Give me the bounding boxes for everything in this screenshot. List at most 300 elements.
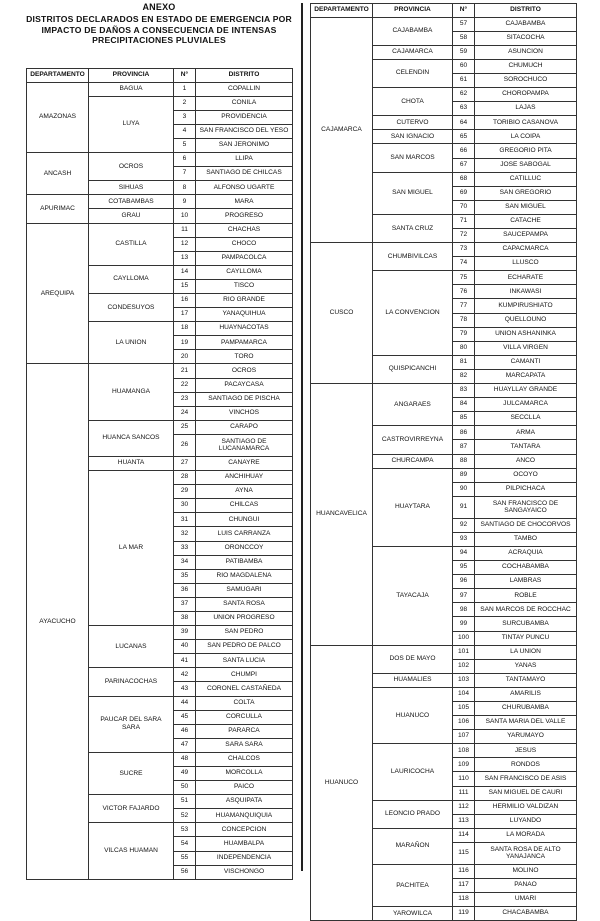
numero-cell: 5: [174, 138, 196, 152]
numero-cell: 45: [174, 710, 196, 724]
numero-cell: 90: [453, 482, 475, 496]
distrito-cell: LA UNION: [475, 645, 577, 659]
numero-cell: 77: [453, 299, 475, 313]
provincia-cell: CHUMBIVILCAS: [373, 243, 453, 271]
table-header-row: [27, 69, 293, 83]
numero-cell: 24: [174, 406, 196, 420]
provincia-cell: HUAYTARA: [373, 468, 453, 546]
numero-cell: 105: [453, 702, 475, 716]
distrito-cell: ROBLE: [475, 589, 577, 603]
distrito-cell: SANTA ROSA DE ALTO YANAJANCA: [475, 842, 577, 864]
numero-cell: 41: [174, 654, 196, 668]
numero-cell: 70: [453, 200, 475, 214]
numero-cell: 75: [453, 271, 475, 285]
distrito-cell: HERMILIO VALDIZAN: [475, 800, 577, 814]
provincia-cell: HUANCA SANCOS: [89, 420, 174, 456]
departamento-cell: AMAZONAS: [27, 82, 89, 152]
numero-cell: 23: [174, 392, 196, 406]
provincia-cell: PACHITEA: [373, 864, 453, 906]
distrito-cell: CATILLUC: [475, 172, 577, 186]
distrito-cell: SAN MARCOS DE ROCCHAC: [475, 603, 577, 617]
distrito-cell: SANTA LUCIA: [196, 654, 293, 668]
numero-cell: 53: [174, 823, 196, 837]
numero-cell: 19: [174, 336, 196, 350]
numero-cell: 46: [174, 724, 196, 738]
numero-cell: 107: [453, 730, 475, 744]
numero-cell: 2: [174, 96, 196, 110]
table-row: [27, 82, 293, 96]
numero-cell: 21: [174, 364, 196, 378]
distrito-cell: CORCULLA: [196, 710, 293, 724]
provincia-cell: OCROS: [89, 153, 174, 181]
numero-cell: 115: [453, 842, 475, 864]
numero-cell: 96: [453, 575, 475, 589]
numero-cell: 36: [174, 583, 196, 597]
numero-cell: 54: [174, 837, 196, 851]
provincia-cell: LA MAR: [89, 471, 174, 626]
numero-cell: 63: [453, 102, 475, 116]
numero-cell: 112: [453, 800, 475, 814]
numero-cell: 94: [453, 546, 475, 560]
numero-cell: 117: [453, 879, 475, 893]
provincia-cell: SAN IGNACIO: [373, 130, 453, 144]
numero-cell: 106: [453, 716, 475, 730]
header-numero: N°: [174, 69, 196, 83]
provincia-cell: BAGUA: [89, 82, 174, 96]
distrito-cell: PATIBAMBA: [196, 555, 293, 569]
distrito-cell: UNION ASHANINKA: [475, 327, 577, 341]
distrito-cell: CAMANTI: [475, 355, 577, 369]
distrito-cell: ANCHIHUAY: [196, 471, 293, 485]
numero-cell: 68: [453, 172, 475, 186]
departamento-cell: HUANUCO: [311, 645, 373, 921]
distrito-cell: ARMA: [475, 426, 577, 440]
distrito-cell: ASUNCION: [475, 45, 577, 59]
provincia-cell: GRAU: [89, 209, 174, 223]
distrito-cell: HUAMANQUIQUIA: [196, 809, 293, 823]
distrito-cell: JESUS: [475, 744, 577, 758]
table-row: [311, 17, 577, 31]
distrito-cell: PILPICHACA: [475, 482, 577, 496]
numero-cell: 69: [453, 186, 475, 200]
header-distrito: DISTRITO: [475, 4, 577, 18]
numero-cell: 102: [453, 659, 475, 673]
numero-cell: 81: [453, 355, 475, 369]
districts-table-right: [310, 3, 577, 921]
distrito-cell: OCOYO: [475, 468, 577, 482]
header-departamento: DEPARTAMENTO: [27, 69, 89, 83]
numero-cell: 20: [174, 350, 196, 364]
numero-cell: 44: [174, 696, 196, 710]
numero-cell: 109: [453, 758, 475, 772]
distrito-cell: RIO GRANDE: [196, 294, 293, 308]
distrito-cell: TORIBIO CASANOVA: [475, 116, 577, 130]
distrito-cell: MOLINO: [475, 864, 577, 878]
numero-cell: 8: [174, 181, 196, 195]
provincia-cell: CHURCAMPA: [373, 454, 453, 468]
numero-cell: 118: [453, 893, 475, 907]
distrito-cell: VISCHONGO: [196, 865, 293, 879]
numero-cell: 97: [453, 589, 475, 603]
numero-cell: 60: [453, 59, 475, 73]
numero-cell: 38: [174, 611, 196, 625]
distrito-cell: CHACABAMBA: [475, 907, 577, 921]
provincia-cell: CONDESUYOS: [89, 294, 174, 322]
distrito-cell: LUYANDO: [475, 814, 577, 828]
numero-cell: 30: [174, 499, 196, 513]
distrito-cell: SAN MIGUEL: [475, 200, 577, 214]
provincia-cell: DOS DE MAYO: [373, 645, 453, 673]
table-row: [311, 243, 577, 257]
provincia-cell: SIHUAS: [89, 181, 174, 195]
numero-cell: 62: [453, 88, 475, 102]
provincia-cell: CAJAMARCA: [373, 45, 453, 59]
numero-cell: 95: [453, 561, 475, 575]
distrito-cell: HUAYNACOTAS: [196, 322, 293, 336]
departamento-cell: AREQUIPA: [27, 223, 89, 364]
distrito-cell: COLTA: [196, 696, 293, 710]
distrito-cell: SANTIAGO DE CHOCORVOS: [475, 518, 577, 532]
numero-cell: 12: [174, 237, 196, 251]
numero-cell: 22: [174, 378, 196, 392]
distrito-cell: YARUMAYO: [475, 730, 577, 744]
distrito-cell: HUAYLLAY GRANDE: [475, 384, 577, 398]
distrito-cell: TISCO: [196, 279, 293, 293]
provincia-cell: VILCAS HUAMAN: [89, 823, 174, 879]
provincia-cell: MARAÑON: [373, 828, 453, 864]
provincia-cell: CAJABAMBA: [373, 17, 453, 45]
numero-cell: 80: [453, 341, 475, 355]
numero-cell: 4: [174, 124, 196, 138]
provincia-cell: PAUCAR DEL SARA SARA: [89, 696, 174, 752]
provincia-cell: CHOTA: [373, 88, 453, 116]
distrito-cell: QUELLOUNO: [475, 313, 577, 327]
numero-cell: 93: [453, 532, 475, 546]
distrito-cell: TORO: [196, 350, 293, 364]
numero-cell: 58: [453, 31, 475, 45]
distrito-cell: CANAYRE: [196, 456, 293, 470]
provincia-cell: CASTROVIRREYNA: [373, 426, 453, 454]
table-row: [311, 384, 577, 398]
distrito-cell: CONCEPCION: [196, 823, 293, 837]
distrito-cell: CORONEL CASTAÑEDA: [196, 682, 293, 696]
distrito-cell: SAN PEDRO: [196, 626, 293, 640]
numero-cell: 113: [453, 814, 475, 828]
numero-cell: 98: [453, 603, 475, 617]
distrito-cell: PANAO: [475, 879, 577, 893]
provincia-cell: SANTA CRUZ: [373, 214, 453, 242]
distrito-cell: COCHABAMBA: [475, 561, 577, 575]
numero-cell: 16: [174, 294, 196, 308]
numero-cell: 18: [174, 322, 196, 336]
distrito-cell: LAJAS: [475, 102, 577, 116]
distrito-cell: SAN JERONIMO: [196, 138, 293, 152]
departamento-cell: ANCASH: [27, 153, 89, 195]
distrito-cell: AYNA: [196, 485, 293, 499]
provincia-cell: PARINACOCHAS: [89, 668, 174, 696]
numero-cell: 74: [453, 257, 475, 271]
distrito-cell: LA MORADA: [475, 828, 577, 842]
numero-cell: 67: [453, 158, 475, 172]
distrito-cell: ECHARATE: [475, 271, 577, 285]
provincia-cell: SUCRE: [89, 752, 174, 794]
provincia-cell: VICTOR FAJARDO: [89, 795, 174, 823]
provincia-cell: CELENDIN: [373, 59, 453, 87]
distrito-cell: CHUMPI: [196, 668, 293, 682]
provincia-cell: YAROWILCA: [373, 907, 453, 921]
distrito-cell: OCROS: [196, 364, 293, 378]
numero-cell: 17: [174, 308, 196, 322]
distrito-cell: TANTAMAYO: [475, 673, 577, 687]
numero-cell: 10: [174, 209, 196, 223]
distrito-cell: UNION PROGRESO: [196, 611, 293, 625]
header-provincia: PROVINCIA: [373, 4, 453, 18]
numero-cell: 13: [174, 251, 196, 265]
districts-table-left: [26, 68, 293, 880]
distrito-cell: LLUSCO: [475, 257, 577, 271]
distrito-cell: TAMBO: [475, 532, 577, 546]
numero-cell: 15: [174, 279, 196, 293]
distrito-cell: PACAYCASA: [196, 378, 293, 392]
distrito-cell: SANTIAGO DE LUCANAMARCA: [196, 434, 293, 456]
distrito-cell: CHILCAS: [196, 499, 293, 513]
numero-cell: 99: [453, 617, 475, 631]
distrito-cell: INKAWASI: [475, 285, 577, 299]
distrito-cell: LAMBRAS: [475, 575, 577, 589]
numero-cell: 51: [174, 795, 196, 809]
table-row: [27, 153, 293, 167]
table-row: [27, 364, 293, 378]
numero-cell: 49: [174, 767, 196, 781]
numero-cell: 57: [453, 17, 475, 31]
distrito-cell: SOROCHUCO: [475, 73, 577, 87]
numero-cell: 9: [174, 195, 196, 209]
provincia-cell: COTABAMBAS: [89, 195, 174, 209]
distrito-cell: UMARI: [475, 893, 577, 907]
numero-cell: 40: [174, 640, 196, 654]
distrito-cell: JOSE SABOGAL: [475, 158, 577, 172]
departamento-cell: CUSCO: [311, 243, 373, 384]
distrito-cell: SANTA ROSA: [196, 597, 293, 611]
table-row: [27, 195, 293, 209]
numero-cell: 6: [174, 153, 196, 167]
numero-cell: 91: [453, 496, 475, 518]
numero-cell: 89: [453, 468, 475, 482]
distrito-cell: SANTA MARIA DEL VALLE: [475, 716, 577, 730]
distrito-cell: PAICO: [196, 781, 293, 795]
numero-cell: 28: [174, 471, 196, 485]
numero-cell: 92: [453, 518, 475, 532]
numero-cell: 48: [174, 752, 196, 766]
numero-cell: 3: [174, 110, 196, 124]
distrito-cell: SITACOCHA: [475, 31, 577, 45]
distrito-cell: LA COIPA: [475, 130, 577, 144]
distrito-cell: PAMPACOLCA: [196, 251, 293, 265]
annex-title: ANEXO: [142, 2, 176, 12]
departamento-cell: AYACUCHO: [27, 364, 89, 879]
distrito-cell: ANCO: [475, 454, 577, 468]
distrito-cell: ALFONSO UGARTE: [196, 181, 293, 195]
provincia-cell: LUYA: [89, 96, 174, 152]
numero-cell: 116: [453, 864, 475, 878]
distrito-cell: SAMUGARI: [196, 583, 293, 597]
numero-cell: 55: [174, 851, 196, 865]
numero-cell: 103: [453, 673, 475, 687]
distrito-cell: CHOCO: [196, 237, 293, 251]
header-numero: N°: [453, 4, 475, 18]
numero-cell: 52: [174, 809, 196, 823]
provincia-cell: CASTILLA: [89, 223, 174, 265]
distrito-cell: CHALCOS: [196, 752, 293, 766]
departamento-cell: HUANCAVELICA: [311, 384, 373, 646]
numero-cell: 104: [453, 687, 475, 701]
numero-cell: 29: [174, 485, 196, 499]
distrito-cell: SARA SARA: [196, 738, 293, 752]
numero-cell: 27: [174, 456, 196, 470]
provincia-cell: CUTERVO: [373, 116, 453, 130]
distrito-cell: SAN PEDRO DE PALCO: [196, 640, 293, 654]
distrito-cell: LLIPA: [196, 153, 293, 167]
column-divider: [301, 3, 303, 871]
numero-cell: 7: [174, 167, 196, 181]
table-body-right: [311, 17, 577, 921]
distrito-cell: CAPACMARCA: [475, 243, 577, 257]
numero-cell: 32: [174, 527, 196, 541]
distrito-cell: SAN GREGORIO: [475, 186, 577, 200]
distrito-cell: COPALLIN: [196, 82, 293, 96]
numero-cell: 78: [453, 313, 475, 327]
table-row: [311, 645, 577, 659]
numero-cell: 1: [174, 82, 196, 96]
numero-cell: 85: [453, 412, 475, 426]
header-distrito: DISTRITO: [196, 69, 293, 83]
numero-cell: 25: [174, 420, 196, 434]
distrito-cell: RIO MAGDALENA: [196, 569, 293, 583]
numero-cell: 82: [453, 369, 475, 383]
distrito-cell: YANAS: [475, 659, 577, 673]
numero-cell: 66: [453, 144, 475, 158]
numero-cell: 50: [174, 781, 196, 795]
numero-cell: 114: [453, 828, 475, 842]
distrito-cell: YANAQUIHUA: [196, 308, 293, 322]
distrito-cell: CHURUBAMBA: [475, 702, 577, 716]
numero-cell: 31: [174, 513, 196, 527]
distrito-cell: TANTARA: [475, 440, 577, 454]
distrito-cell: SECCLLA: [475, 412, 577, 426]
numero-cell: 76: [453, 285, 475, 299]
provincia-cell: TAYACAJA: [373, 546, 453, 645]
distrito-cell: MARA: [196, 195, 293, 209]
provincia-cell: CAYLLOMA: [89, 265, 174, 293]
provincia-cell: LUCANAS: [89, 626, 174, 668]
numero-cell: 11: [174, 223, 196, 237]
provincia-cell: LA UNION: [89, 322, 174, 364]
provincia-cell: LEONCIO PRADO: [373, 800, 453, 828]
numero-cell: 83: [453, 384, 475, 398]
table-body-left: [27, 82, 293, 879]
provincia-cell: LA CONVENCION: [373, 271, 453, 356]
distrito-cell: CATACHE: [475, 214, 577, 228]
numero-cell: 71: [453, 214, 475, 228]
provincia-cell: HUAMANGA: [89, 364, 174, 420]
numero-cell: 73: [453, 243, 475, 257]
distrito-cell: CHUMUCH: [475, 59, 577, 73]
distrito-cell: LUIS CARRANZA: [196, 527, 293, 541]
numero-cell: 47: [174, 738, 196, 752]
distrito-cell: GREGORIO PITA: [475, 144, 577, 158]
distrito-cell: AMARILIS: [475, 687, 577, 701]
numero-cell: 43: [174, 682, 196, 696]
provincia-cell: HUAMALIES: [373, 673, 453, 687]
distrito-cell: INDEPENDENCIA: [196, 851, 293, 865]
distrito-cell: PARARCA: [196, 724, 293, 738]
numero-cell: 108: [453, 744, 475, 758]
numero-cell: 79: [453, 327, 475, 341]
document-heading: DISTRITOS DECLARADOS EN ESTADO DE EMERGENCIA POR IMPACTO DE DAÑOS A CONSECUENCIA DE INTENSAS PRECIPITACIONES PLUVIALES: [26, 14, 292, 46]
distrito-cell: CHUNGUI: [196, 513, 293, 527]
distrito-cell: ASQUIPATA: [196, 795, 293, 809]
distrito-cell: RONDOS: [475, 758, 577, 772]
numero-cell: 33: [174, 541, 196, 555]
departamento-cell: APURIMAC: [27, 195, 89, 223]
numero-cell: 119: [453, 907, 475, 921]
numero-cell: 34: [174, 555, 196, 569]
provincia-cell: ANGARAES: [373, 384, 453, 426]
table-row: [27, 223, 293, 237]
distrito-cell: VILLA VIRGEN: [475, 341, 577, 355]
distrito-cell: CHACHAS: [196, 223, 293, 237]
distrito-cell: SAN FRANCISCO DE SANGAYAICO: [475, 496, 577, 518]
distrito-cell: CAJABAMBA: [475, 17, 577, 31]
distrito-cell: PROVIDENCIA: [196, 110, 293, 124]
distrito-cell: TINTAY PUNCU: [475, 631, 577, 645]
numero-cell: 100: [453, 631, 475, 645]
numero-cell: 72: [453, 229, 475, 243]
numero-cell: 101: [453, 645, 475, 659]
distrito-cell: KUMPIRUSHIATO: [475, 299, 577, 313]
distrito-cell: PROGRESO: [196, 209, 293, 223]
distrito-cell: CAYLLOMA: [196, 265, 293, 279]
provincia-cell: QUISPICANCHI: [373, 355, 453, 383]
numero-cell: 39: [174, 626, 196, 640]
numero-cell: 110: [453, 772, 475, 786]
distrito-cell: MARCAPATA: [475, 369, 577, 383]
numero-cell: 111: [453, 786, 475, 800]
provincia-cell: SAN MIGUEL: [373, 172, 453, 214]
distrito-cell: PAMPAMARCA: [196, 336, 293, 350]
numero-cell: 84: [453, 398, 475, 412]
distrito-cell: SAUCEPAMPA: [475, 229, 577, 243]
distrito-cell: SANTIAGO DE CHILCAS: [196, 167, 293, 181]
distrito-cell: MORCOLLA: [196, 767, 293, 781]
numero-cell: 61: [453, 73, 475, 87]
distrito-cell: JULCAMARCA: [475, 398, 577, 412]
distrito-cell: SAN MIGUEL DE CAURI: [475, 786, 577, 800]
distrito-cell: CARAPO: [196, 420, 293, 434]
provincia-cell: LAURICOCHA: [373, 744, 453, 800]
distrito-cell: SURCUBAMBA: [475, 617, 577, 631]
numero-cell: 56: [174, 865, 196, 879]
provincia-cell: SAN MARCOS: [373, 144, 453, 172]
header-provincia: PROVINCIA: [89, 69, 174, 83]
distrito-cell: CHOROPAMPA: [475, 88, 577, 102]
numero-cell: 42: [174, 668, 196, 682]
departamento-cell: CAJAMARCA: [311, 17, 373, 243]
header-departamento: DEPARTAMENTO: [311, 4, 373, 18]
numero-cell: 37: [174, 597, 196, 611]
distrito-cell: VINCHOS: [196, 406, 293, 420]
numero-cell: 14: [174, 265, 196, 279]
